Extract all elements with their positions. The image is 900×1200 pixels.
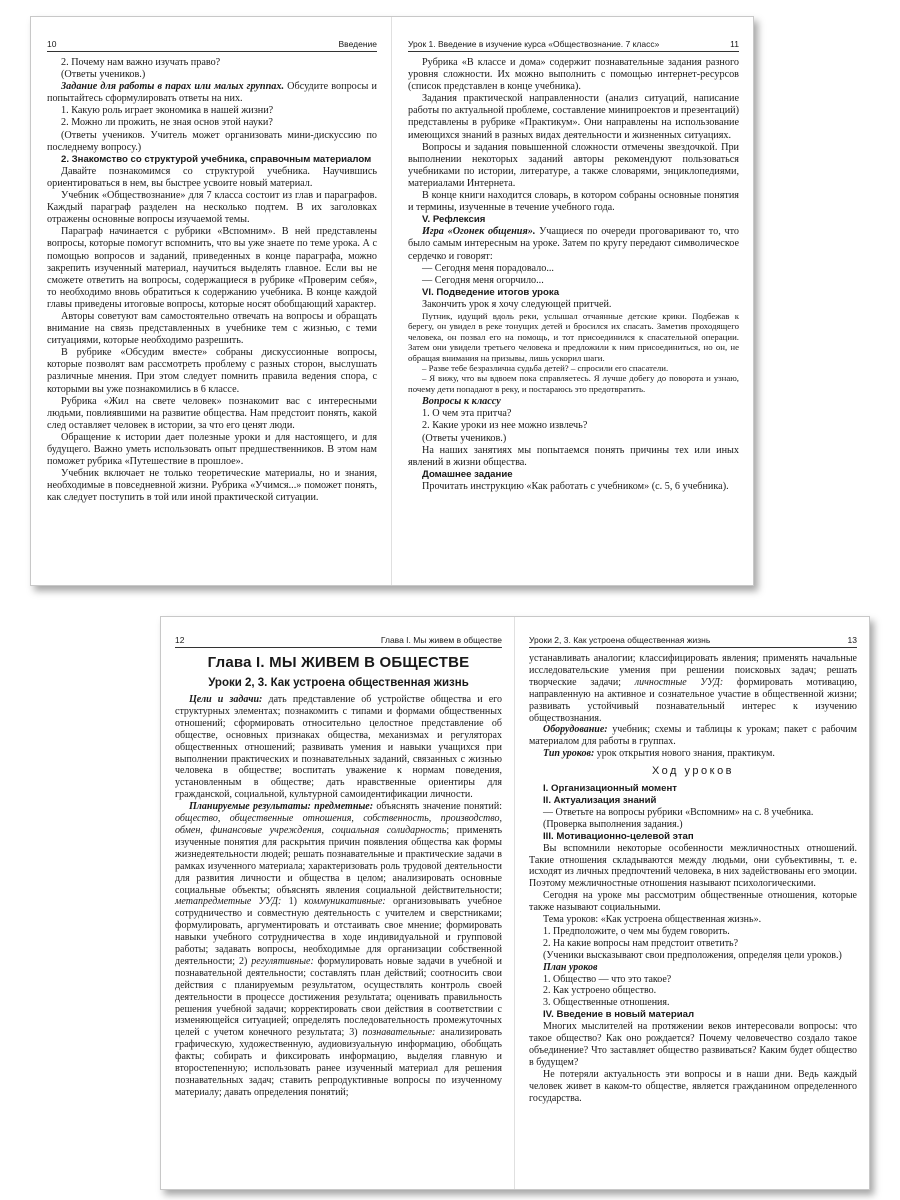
question: 2. Какие уроки из нее можно извлечь? [422, 420, 588, 432]
parable-text: – Разве тебе безразлична судьба детей? – спросили его спасатели. [422, 363, 669, 373]
paragraph: Задания практической направленности (анализ ситуаций, написание работы по актуальной проблеме, составление минипроектов и презентаций) представлены в рубрике «Практикум». Они направлены на использование имеющихся знаний в разных видах деятельности и жизненных ситуациях. [408, 93, 739, 141]
page-body [175, 694, 502, 1099]
paragraph: Вопросы и задания повышенной сложности отмечены звездочкой. При выполнении некоторых заданий авторы рекомендуют пользоваться учебниками по истории, литературе, а также словарями, энциклопедиями, материалами Интернета. [408, 141, 739, 189]
results-label: Планируемые результаты: предметные: [189, 801, 374, 813]
paragraph: Закончить урок я хочу следующей притчей. [422, 298, 612, 310]
paragraph: Прочитать инструкцию «Как работать с учебником» (с. 5, 6 учебника). [422, 480, 729, 492]
question: 2. Можно ли прожить, не зная основ этой науки? [61, 117, 273, 129]
running-head [408, 39, 739, 52]
running-title: Уроки 2, 3. Как устроена общественная жизнь [529, 635, 711, 645]
paragraph: Давайте познакомимся со структурой учебника. Научившись ориентироваться в нем, вы быстрее усвоите новый материал. [47, 165, 377, 189]
plan-item: 3. Общественные отношения. [543, 997, 670, 1009]
running-head [175, 635, 502, 648]
paragraph: В рубрике «Обсудим вместе» собраны дискуссионные вопросы, которые позволят вам рассмотреть проблему с разных сторон, выслушать различные мнения. При этом следует помнить правила ведения спора, с которыми вы уже познакомились в 6 классе. [47, 347, 377, 395]
section-heading: 2. Знакомство со структурой учебника, справочным материалом [61, 153, 372, 165]
running-head [47, 39, 377, 52]
page-13 [515, 617, 869, 1189]
terms: общество, общественные отношения, собственность, производство, обмен, финансовые учреждения, социальная солидарность [175, 813, 502, 836]
parable-text: – Я вижу, что вы вдвоем пока справляетесь. Я лучше добегу до поворота и узнаю, почему дети попадают в реку, и постараюсь это предотвратить. [408, 373, 739, 394]
question: 1. Предположите, о чем мы будем говорить. [543, 925, 730, 937]
question: 2. На какие вопросы нам предстоит ответить? [543, 937, 739, 949]
page-number: 11 [730, 39, 739, 49]
paragraph: Параграф начинается с рубрики «Вспомним». В ней представлены вопросы, которые помогут вспомнить, что вы уже знаете по теме урока. А с помощью вопросов и заданий, приведенных в конце параграфа, можно закрепить изученный материал, научиться выделять главное. Если вы не сможете ответить на вопросы, содержащиеся в рубрике «Проверим себя», то необходимо вновь обратиться к содержанию учебника. В конце каждой главы приведены итоговые вопросы, которые носят обобщающий характер. [47, 226, 377, 310]
page-body [47, 57, 377, 504]
dialog-line: — Сегодня меня порадовало... [422, 262, 554, 274]
page-body [529, 653, 857, 1105]
section-heading: Домашнее задание [422, 468, 513, 480]
dialog-line: — Сегодня меня огорчило... [422, 274, 544, 286]
goals-label: Цели и задачи: [189, 694, 263, 705]
results-paragraph: Планируемые результаты: предметные: объяснять значение понятий: общество, общественные отношения, собственность, производство, обмен, финансовые учреждения, социальная солидарность; применять изученные понятия для раскрытия причин появления общества как формы жизнедеятельности людей; решать познавательные и практические задачи в рамках изученного материала; характеризовать роль трудовой деятельности для развития личности и общества в целом; анализировать основные социальные объекты; объяснять явления социальной действительности; метапредметные УУД: 1) коммуникативные: организовывать учебное сотрудничество и совместную деятельность с учителем и сверстниками; формулировать, аргументировать и отстаивать свое мнение; формировать навыки учебного сотрудничества в ходе индивидуальной и групповой работы; задавать вопросы, необходимые для организации собственной деятельности; 2) регулятивные: формулировать новые задачи в учебной и познавательной деятельности; составлять план действий; соотносить свои действия с планируемым результатом, осуществлять контроль своей деятельности в процессе достижения результата; оценивать правильность решения учебной задачи; корректировать свои действия в соответствии с изменяющейся ситуацией; определять последовательность промежуточных целей с учетом конечного результата; 3) познавательные: анализировать графическую, художественную, аудиовизуальную информацию, обобщать факты; собирать и фиксировать информацию, выделяя главную и второстепенную; использовать ранее изученный материал для решения познавательных задач; ставить репродуктивные вопросы по изученному материалу; давать определения понятий; [175, 801, 502, 1098]
parable [408, 311, 739, 394]
questions-label: Вопросы к классу [422, 396, 501, 408]
lesson-flow-heading: Ход уроков [651, 765, 735, 778]
chapter-title: Глава I. МЫ ЖИВЕМ В ОБЩЕСТВЕ [207, 654, 470, 671]
goals-paragraph: Цели и задачи: дать представление об устройстве общества и его структурных элементах; познакомить с типами и формами общественных отношений; сформировать относительно целостное представление об обществе, основных признаках общества, механизмах и регуляторах общественных отношений; развивать умения и навыки учащихся при выполнении практических и познавательных заданий, связанных с жизнью человека в обществе; воспитать уважение к нормам поведения, установленным в обществе; дать нравственные ориентиры для гражданской, социальной, культурной самоидентификации личности. [175, 694, 502, 801]
page-body [408, 57, 739, 493]
running-title: Урок 1. Введение в изучение курса «Обществознание. 7 класс» [408, 39, 660, 49]
note: (Ответы учеников.) [422, 432, 507, 444]
paragraph: Рубрика «Жил на свете человек» познакомит вас с интересными людьми, повлиявшими на развитие общества. Нам предстоит понять, какой след оставляет человек в истории, за что его ценят люди. [47, 395, 377, 431]
page-10 [31, 17, 392, 585]
task-paragraph: Задание для работы в парах или малых группах. Обсудите вопросы и попытайтесь сформулировать ответы на них. [47, 81, 377, 105]
lesson-type: Тип уроков: урок открытия нового знания, практикум. [543, 748, 775, 760]
running-title: Глава I. Мы живем в обществе [380, 635, 502, 645]
plan-item: 2. Как устроено общество. [543, 985, 657, 997]
paragraph: устанавливать аналогии; классифицировать явления; применять начальные исследовательские умения при решении поисковых задач; решать творческие задачи; личностные УУД: формировать мотивацию, направленную на активное и сознательное участие в общественной жизни; развивать устойчивый познавательный интерес к изучению обществознания. [529, 653, 857, 724]
game-label: Игра «Огонек общения». [422, 226, 536, 238]
page-11 [392, 17, 753, 585]
note: (Ответы учеников. Учитель может организовать мини-дискуссию по последнему вопросу.) [47, 129, 377, 153]
section-heading: I. Организационный момент [543, 783, 677, 795]
running-title: Введение [338, 39, 377, 49]
page-number: 13 [847, 635, 857, 645]
note: (Ученики высказывают свои предположения, определяя цели уроков.) [543, 949, 842, 961]
paragraph: Обращение к истории дает полезные уроки и для настоящего, и для будущего. Важно уметь использовать опыт предшественников. В этом нам поможет рубрика «Путешествие в прошлое». [47, 431, 377, 468]
dialog-line: — Ответьте на вопросы рубрики «Вспомним» на с. 8 учебника. [543, 806, 814, 818]
section-heading: VI. Подведение итогов урока [422, 286, 560, 298]
paragraph: На наших занятиях мы попытаемся понять причины тех или иных явлений в жизни общества. [408, 444, 739, 468]
game-paragraph: Игра «Огонек общения». Учащиеся по очереди проговаривают то, что было самым интересным на уроке. Затем по кругу передают символическое сердечко и говорят: [408, 226, 740, 262]
paragraph: Учебник «Обществознание» для 7 класса состоит из глав и параграфов. Каждый параграф разделен на несколько подтем. В их заголовках отражены основные вопросы изучаемой темы. [47, 190, 377, 226]
section-heading: III. Мотивационно-целевой этап [543, 830, 694, 842]
book-spread-chapter-1 [160, 616, 870, 1190]
question: 1. О чем эта притча? [422, 408, 512, 420]
paragraph: Многих мыслителей на протяжении веков интересовали вопросы: что такое общество? Как оно рождается? Почему человечество создало такое объединение? Что заставляет общество развиваться? Каким будет общество в будущем? [529, 1021, 857, 1068]
page-number: 10 [47, 39, 57, 49]
parable-text: Путник, идущий вдоль реки, услышал отчаянные детские крики. Подбежав к берегу, он увидел в реке тонущих детей и бросился их спасать. Заметив проходящего человека, он позвал его на помощь, и тот присоединился к спасательной операции. Затем они увидели третьего человека и предложили к ним присоединиться, но он, не обращая внимания на призывы, лишь ускорил шаги. [408, 310, 739, 363]
question: 1. Какую роль играет экономика в нашей жизни? [61, 105, 274, 117]
paragraph: Тема уроков: «Как устроена общественная жизнь». [543, 914, 762, 926]
paragraph: Не потеряли актуальность эти вопросы и в наши дни. Ведь каждый человек живет в каком-то обществе, является гражданином определенного государства. [529, 1068, 857, 1104]
paragraph: Сегодня на уроке мы рассмотрим общественные отношения, которые также называют социальными. [529, 890, 857, 914]
equipment: Оборудование: учебник; схемы и таблицы к урокам; пакет с рабочим материалом для работы в группах. [529, 724, 857, 748]
page-12 [161, 617, 515, 1189]
section-heading: IV. Введение в новый материал [543, 1009, 695, 1021]
plan-label: План уроков [543, 961, 598, 973]
section-heading: II. Актуализация знаний [543, 794, 657, 806]
book-spread-intro [30, 16, 754, 586]
plan-item: 1. Общество — что это такое? [543, 973, 672, 985]
task-label: Задание для работы в парах или малых группах. [61, 81, 284, 93]
paragraph: В конце книги находится словарь, в котором собраны основные понятия и термины, изученные в течение учебного года. [408, 190, 739, 214]
paragraph: Рубрика «В классе и дома» содержит познавательные задания разного уровня сложности. Их можно выполнить с помощью интернет-ресурсов (список представлен в конце учебника). [408, 57, 739, 93]
question: 2. Почему нам важно изучать право? [61, 57, 221, 68]
paragraph: Вы вспомнили некоторые особенности межличностных отношений. Такие отношения складываются между людьми, они субъективны, т. е. исходят из личных предпочтений человека, в них задействованы его эмоции. Поэтому межличностные отношения называют психологическими. [529, 842, 857, 890]
paragraph: Авторы советуют вам самостоятельно отвечать на вопросы и обращать внимание на связь представленных в учебнике тем с жизнью, с теми ситуациями, которые необходимо разрешить. [47, 310, 377, 347]
running-head [529, 635, 857, 648]
page-number: 12 [175, 635, 185, 645]
lesson-title: Уроки 2, 3. Как устроена общественная жизнь [208, 677, 469, 689]
note: (Ответы учеников.) [61, 69, 146, 81]
paragraph: Учебник включает не только теоретические материалы, но и знания, необходимые в повседневной жизни. Рубрика «Учимся...» поможет понять, как следует поступить в той или иной практической ситуации. [47, 468, 377, 504]
section-heading: V. Рефлексия [422, 214, 486, 226]
note: (Проверка выполнения задания.) [543, 818, 683, 830]
